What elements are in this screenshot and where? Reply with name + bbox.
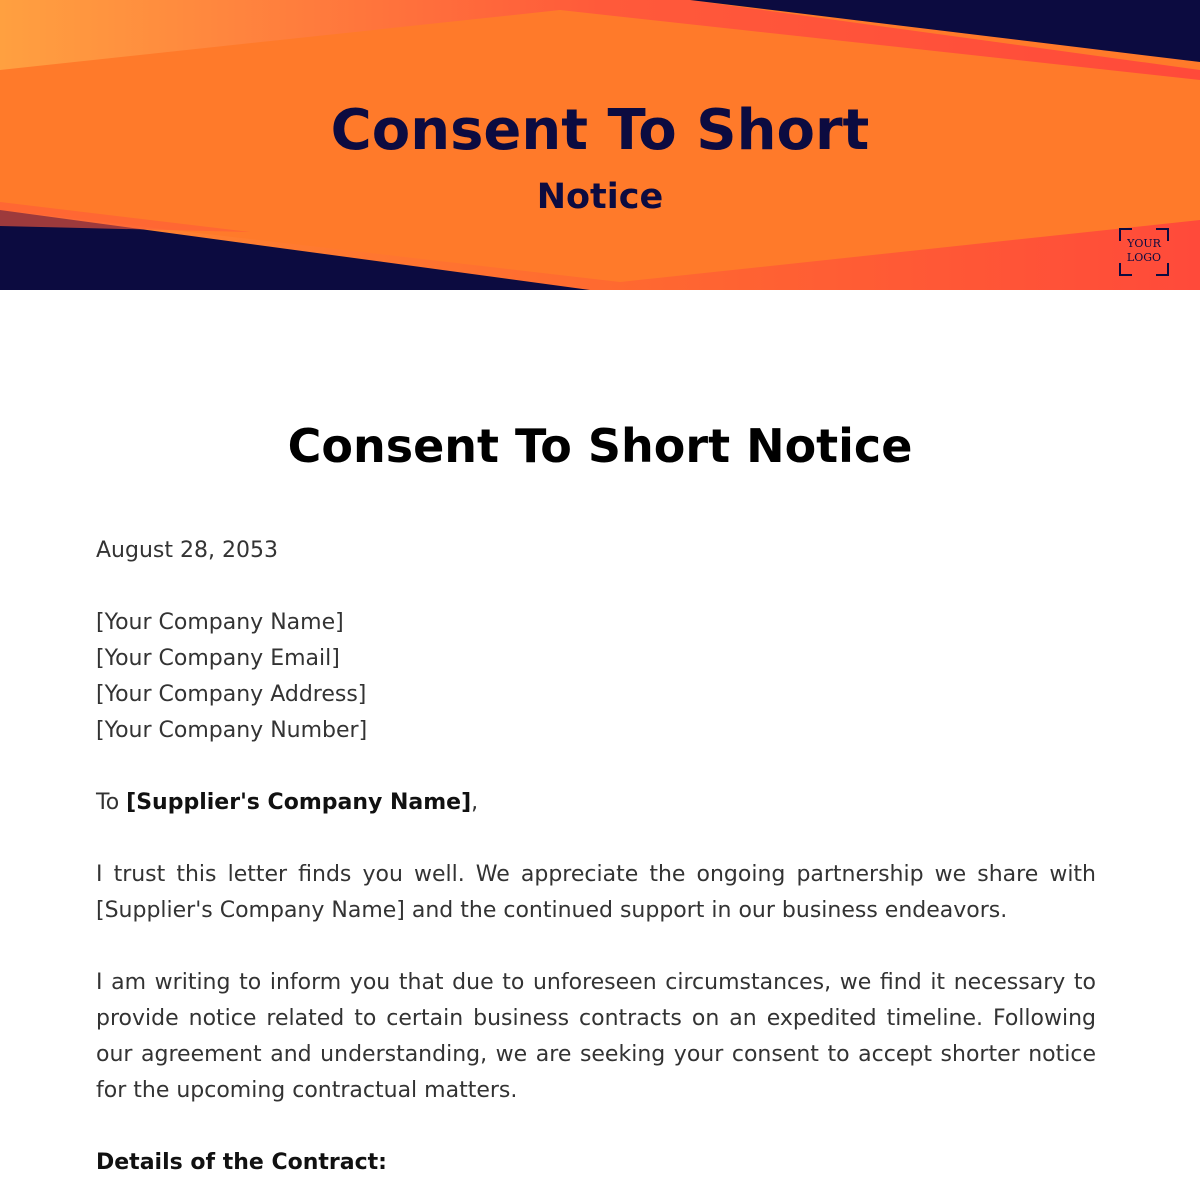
document-title: Consent To Short Notice (287, 419, 913, 473)
letter-body (96, 533, 1096, 1181)
logo-line-1: YOUR (1127, 237, 1161, 250)
paragraph-intro: I trust this letter finds you well. We appreciate the ongoing partnership we share with [Supplier's Company Name] and the continued support in our business endeavors. (96, 862, 1096, 923)
logo-text (1118, 237, 1170, 265)
salutation-suffix: , (471, 790, 479, 815)
sender-company-email: [Your Company Email] (96, 646, 340, 671)
sender-company-name: [Your Company Name] (96, 610, 344, 635)
salutation (96, 785, 1096, 821)
letter-date: August 28, 2053 (96, 538, 278, 563)
header-banner (0, 0, 1200, 290)
paragraph-request: I am writing to inform you that due to unforeseen circumstances, we find it necessary to provide notice related to certain business contracts on an expedited timeline. Following our agreement and understanding, we are seeking your consent to accept shorter notice for the upcoming contractual matters. (96, 970, 1096, 1103)
salutation-recipient: [Supplier's Company Name] (126, 790, 472, 815)
sender-company-number: [Your Company Number] (96, 718, 368, 743)
company-logo (1118, 227, 1170, 277)
details-heading: Details of the Contract: (96, 1150, 387, 1175)
salutation-prefix: To (96, 790, 127, 815)
header-subtitle: Notice (536, 177, 664, 217)
logo-line-2: LOGO (1126, 251, 1162, 264)
header-title: Consent To Short (330, 98, 870, 163)
sender-company-address: [Your Company Address] (96, 682, 367, 707)
